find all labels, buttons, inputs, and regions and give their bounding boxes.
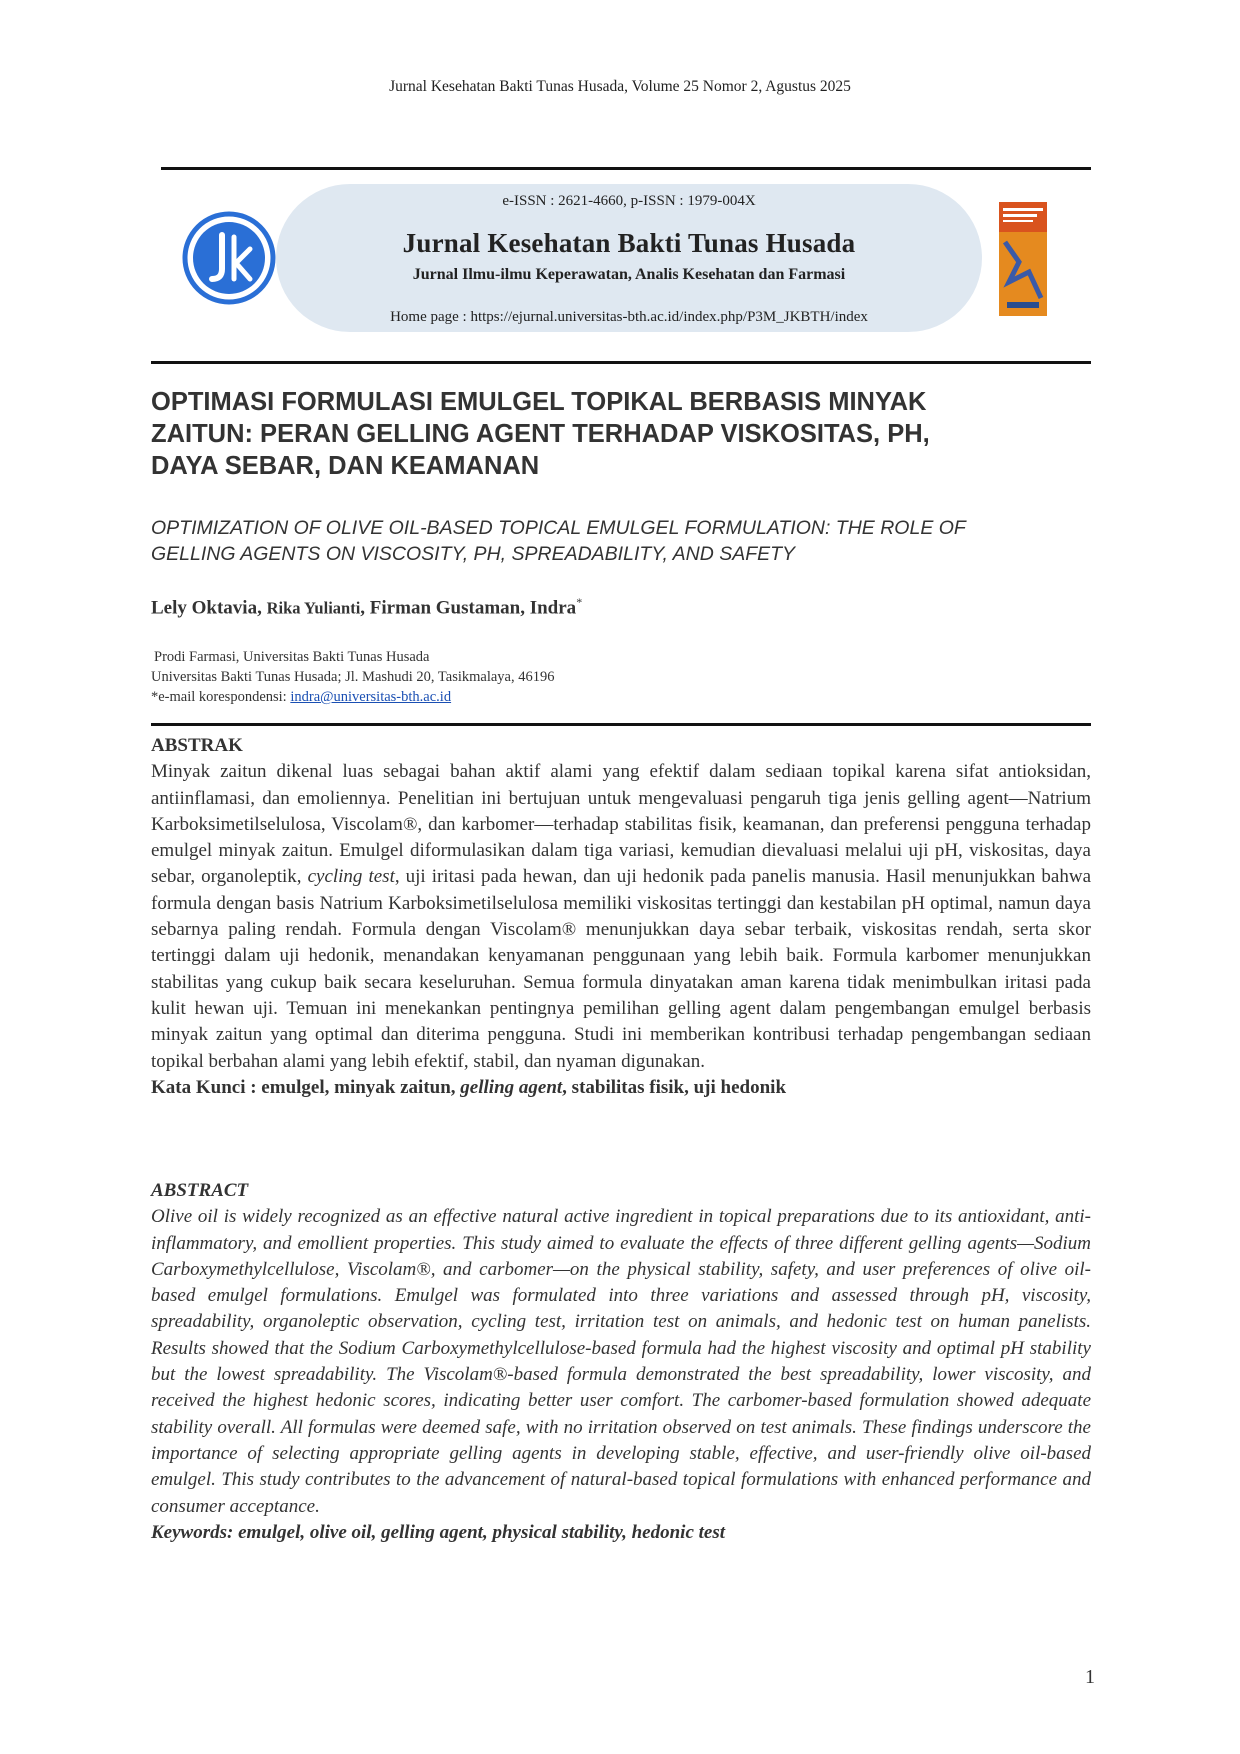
abstrak-italic-term: cycling test — [307, 866, 395, 888]
abstract-heading: ABSTRACT — [151, 1180, 249, 1201]
page-number: 1 — [1085, 1666, 1095, 1688]
title-indonesian — [151, 386, 1091, 482]
author-name: Rika Yulianti — [266, 598, 361, 618]
author-names: , Firman Gustaman, Indra — [360, 597, 577, 619]
corresponding-mark: * — [576, 595, 583, 609]
title-english — [151, 515, 1091, 567]
issn-line: e-ISSN : 2621-4660, p-ISSN : 1979-004X — [502, 193, 756, 209]
title-id-line: ZAITUN: PERAN GELLING AGENT TERHADAP VISKOSITAS, PH, — [151, 420, 930, 448]
title-id-line: OPTIMASI FORMULASI EMULGEL TOPIKAL BERBASIS MINYAK — [151, 388, 927, 416]
author-name: Lely Oktavia, — [151, 597, 262, 619]
abstrak-heading: ABSTRAK — [151, 735, 243, 756]
running-head: Jurnal Kesehatan Bakti Tunas Husada, Volume 25 Nomor 2, Agustus 2025 — [389, 78, 851, 95]
abstrak-section — [151, 733, 1091, 1101]
jk-circle-logo-icon — [182, 211, 276, 305]
abstract-text: Olive oil is widely recognized as an effective natural active ingredient in topical preparations due to its antioxidant, anti-inflammatory, and emollient properties. This study aimed to evaluate the effects of three different gelling agents—Sodium Carboxymethylcellulose, Viscolam®, and carbomer—on the physical stability, safety, and user preferences of olive oil-based emulgel formulations. Emulgel was formulated into three variations and assessed through pH, viscosity, spreadability, organoleptic observation, cycling test, irritation test on animals, and hedonic test on human panelists. Results showed that the Sodium Carboxymethylcellulose-based formula had the highest viscosity and optimal pH stability but the lowest spreadability. The Viscolam®-based formula demonstrated the best spreadability, lower viscosity, and received the highest hedonic scores, indicating better user comfort. The carbomer-based formulation showed adequate stability overall. All formulas were deemed safe, with no irritation observed on test animals. These findings underscore the importance of selecting appropriate gelling agents in developing stable, effective, and user-friendly olive oil-based emulgel. This study contributes to the advancement of natural-based topical formulations with enhanced performance and consumer acceptance. — [151, 1206, 1091, 1517]
header-bottom-rule — [151, 361, 1091, 364]
email-link[interactable]: indra@universitas-bth.ac.id — [290, 689, 452, 705]
affiliation — [151, 647, 555, 707]
journal-name: Jurnal Kesehatan Bakti Tunas Husada — [402, 228, 856, 258]
title-id-line: DAYA SEBAR, DAN KEAMANAN — [151, 452, 540, 480]
title-en-line: OPTIMIZATION OF OLIVE OIL-BASED TOPICAL EMULGEL FORMULATION: THE ROLE OF — [151, 517, 966, 539]
abstract-section — [151, 1178, 1091, 1546]
affiliation-line: Prodi Farmasi, Universitas Bakti Tunas Husada — [154, 649, 430, 665]
title-en-line: GELLING AGENTS ON VISCOSITY, PH, SPREADABILITY, AND SAFETY — [151, 543, 796, 565]
email-label: *e-mail korespondensi: — [151, 689, 291, 705]
journal-subtitle: Jurnal Ilmu-ilmu Keperawatan, Analis Kesehatan dan Farmasi — [412, 266, 846, 283]
journal-homepage: Home page : https://ejurnal.universitas-bth.ac.id/index.php/P3M_JKBTH/index — [390, 309, 868, 325]
email-line — [151, 687, 555, 707]
affiliation-line: Universitas Bakti Tunas Husada; Jl. Mashudi 20, Tasikmalaya, 46196 — [151, 669, 555, 685]
abstrak-text: Minyak zaitun dikenal luas sebagai bahan aktif alami yang efektif dalam sediaan topikal karena sifat antioksidan, antiinflamasi, dan emoliennya. Penelitian ini bertujuan untuk mengevaluasi pengaruh tiga jenis gelling agent—Natrium Karboksimetilselulosa, Viscolam®, dan karbomer—terhadap stabilitas fisik, keamanan, dan preferensi pengguna terhadap emulgel minyak zaitun. Emulgel diformulasikan dalam tiga variasi, kemudian dievaluasi melalui uji pH, viskositas, daya sebar, organoleptik, cycling test, uji iritasi pada hewan, dan uji hedonik pada panelis manusia. Hasil menunjukkan bahwa formula dengan basis Natrium Karboksimetilselulosa memiliki viskositas tertinggi dan kestabilan pH optimal, namun daya sebarnya paling rendah. Formula dengan Viscolam® menunjukkan daya sebar terbaik, viskositas rendah, serta skor tertinggi dalam uji hedonik, menandakan kenyamanan penggunaan yang lebih baik. Formula karbomer menunjukkan stabilitas yang cukup baik secara keseluruhan. Semua formula dinyatakan aman karena tidak menimbulkan iritasi pada kulit hewan uji. Temuan ini menekankan pentingnya pemilihan gelling agent dalam pengembangan emulgel berbasis minyak zaitun yang optimal dan diterima pengguna. Studi ini memberikan kontribusi terhadap pengembangan sediaan topikal berbahan alami yang lebih efektif, stabil, dan nyaman digunakan. — [151, 761, 1092, 1072]
header-top-rule — [161, 167, 1091, 170]
keywords: Keywords: emulgel, olive oil, gelling agent, physical stability, hedonic test — [151, 1521, 726, 1543]
abstract-rule — [151, 723, 1091, 726]
kata-kunci: Kata Kunci : emulgel, minyak zaitun, gelling agent, stabilitas fisik, uji hedonik — [151, 1076, 787, 1098]
author-list — [151, 595, 582, 619]
journal-cover-icon — [999, 202, 1047, 316]
